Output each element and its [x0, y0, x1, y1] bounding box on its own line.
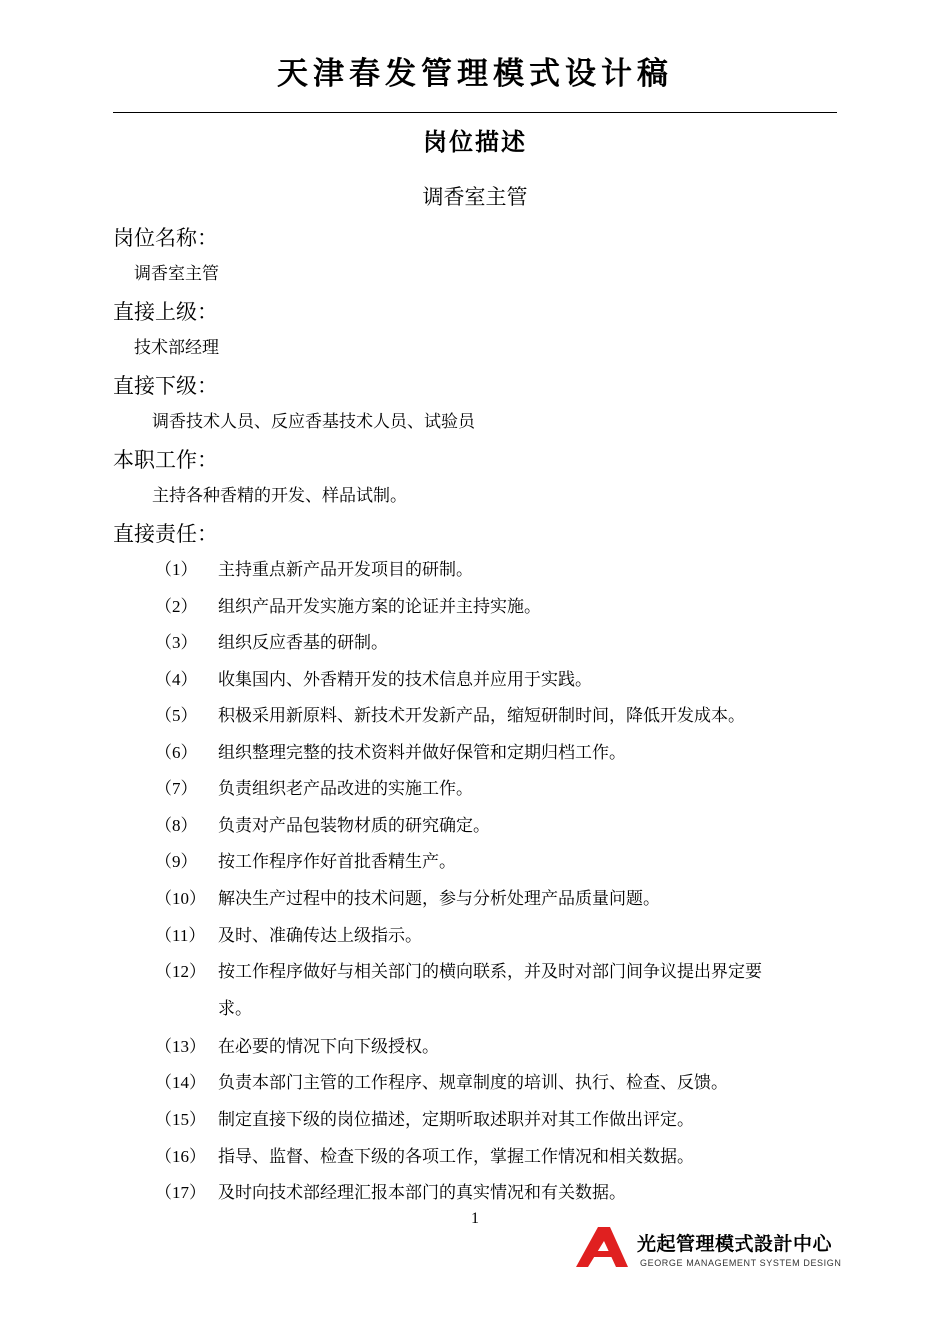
duty-text: 按工作程序做好与相关部门的横向联系，并及时对部门间争议提出界定要 [218, 962, 762, 981]
duty-text: 收集国内、外香精开发的技术信息并应用于实践。 [218, 670, 592, 689]
section-value-main-work: 主持各种香精的开发、样品试制。 [152, 486, 407, 505]
duty-number: （15） [155, 1110, 206, 1129]
section-value-subordinates: 调香技术人员、反应香基技术人员、试验员 [152, 412, 475, 431]
duty-number: （6） [155, 743, 198, 762]
section-heading-duties: 直接责任： [113, 522, 218, 546]
duty-text: 积极采用新原料、新技术开发新产品，缩短研制时间，降低开发成本。 [218, 706, 745, 725]
duty-text: 主持重点新产品开发项目的研制。 [218, 560, 473, 579]
duty-number: （2） [155, 597, 198, 616]
duty-text: 在必要的情况下向下级授权。 [218, 1037, 439, 1056]
duty-number: （8） [155, 816, 198, 835]
duty-number: （5） [155, 706, 198, 725]
duty-text: 及时、准确传达上级指示。 [218, 926, 422, 945]
duty-text: 及时向技术部经理汇报本部门的真实情况和有关数据。 [218, 1183, 626, 1202]
duty-text: 组织整理完整的技术资料并做好保管和定期归档工作。 [218, 743, 626, 762]
duty-number: （17） [155, 1183, 206, 1202]
section-heading-superior: 直接上级： [113, 300, 218, 324]
duty-number: （3） [155, 633, 198, 652]
duty-text: 负责对产品包装物材质的研究确定。 [218, 816, 490, 835]
duty-number: （16） [155, 1147, 206, 1166]
duty-number: （14） [155, 1073, 206, 1092]
duty-text: 按工作程序作好首批香精生产。 [218, 852, 456, 871]
duty-text: 组织反应香基的研制。 [218, 633, 388, 652]
logo-name-en: GEORGE MANAGEMENT SYSTEM DESIGN [640, 1258, 842, 1268]
duty-number: （13） [155, 1037, 206, 1056]
duty-text: 指导、监督、检查下级的各项工作，掌握工作情况和相关数据。 [218, 1147, 694, 1166]
duty-number: （12） [155, 962, 206, 981]
duty-number: （11） [155, 926, 206, 945]
duty-number: （1） [155, 560, 198, 579]
duty-number: （9） [155, 852, 198, 871]
document-title: 岗位描述 [423, 128, 527, 156]
document-subtitle: 调香室主管 [422, 185, 528, 209]
header-divider [113, 112, 837, 113]
duty-text: 组织产品开发实施方案的论证并主持实施。 [218, 597, 541, 616]
section-value-position-name: 调香室主管 [134, 264, 219, 283]
document-header-title: 天津春发管理模式设计稿 [277, 56, 673, 92]
section-heading-subordinates: 直接下级： [113, 374, 218, 398]
section-heading-position-name: 岗位名称： [113, 226, 218, 250]
logo-name-cn: 光起管理模式設計中心 [637, 1233, 833, 1255]
section-value-superior: 技术部经理 [134, 338, 219, 357]
duty-text: 负责组织老产品改进的实施工作。 [218, 779, 473, 798]
duty-number: （4） [155, 670, 198, 689]
company-logo-icon [576, 1227, 628, 1267]
duty-text-continuation: 求。 [218, 999, 252, 1018]
duty-number: （7） [155, 779, 198, 798]
duty-text: 负责本部门主管的工作程序、规章制度的培训、执行、检查、反馈。 [218, 1073, 728, 1092]
page-number: 1 [471, 1210, 479, 1227]
duty-text: 制定直接下级的岗位描述，定期听取述职并对其工作做出评定。 [218, 1110, 694, 1129]
section-heading-main-work: 本职工作： [113, 448, 218, 472]
duty-number: （10） [155, 889, 206, 908]
duty-text: 解决生产过程中的技术问题，参与分析处理产品质量问题。 [218, 889, 660, 908]
